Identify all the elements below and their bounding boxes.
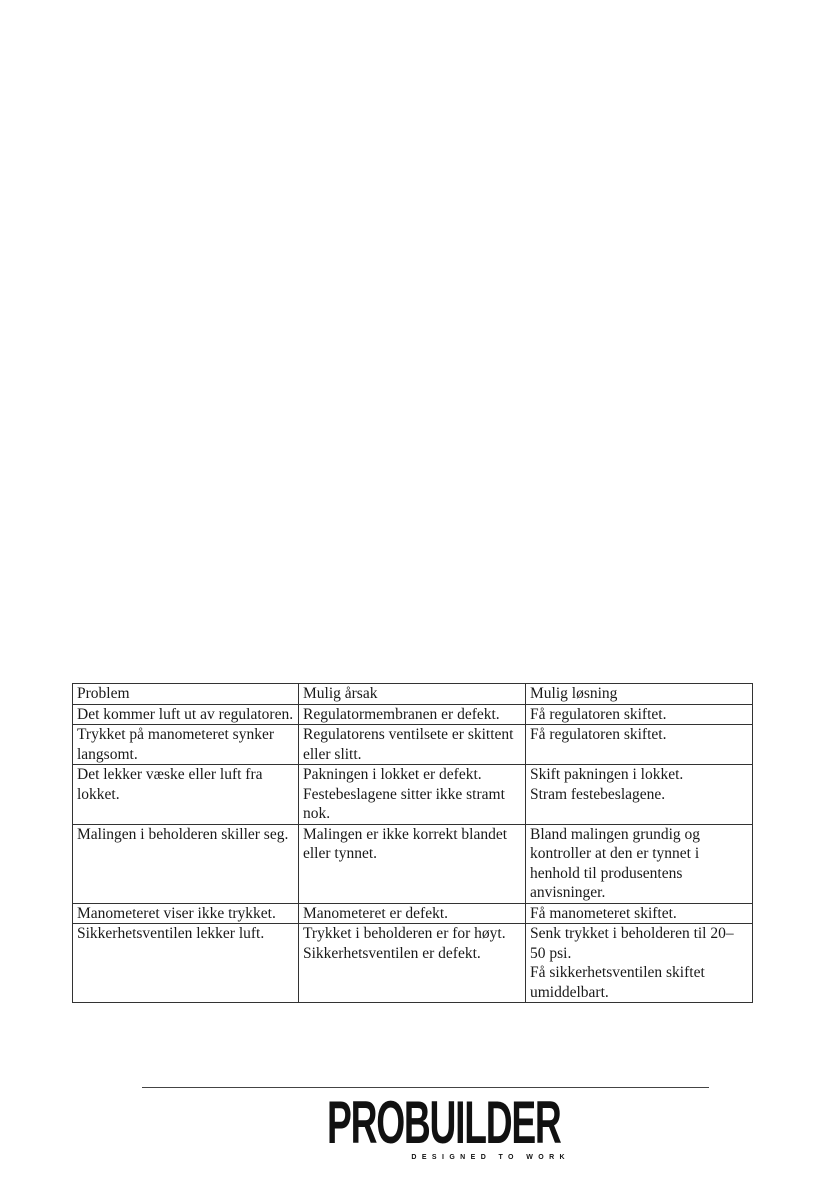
cause-cell: [299, 765, 526, 825]
brand-tagline: DESIGNED TO WORK: [411, 1154, 570, 1161]
cause-cell: [299, 924, 526, 1003]
solution-cell: [526, 765, 753, 825]
cell-text: Trykket på manometeret synker langsomt.: [77, 726, 275, 763]
cell-text: Malingen i beholderen skiller seg.: [77, 825, 289, 843]
solution-cell: [526, 924, 753, 1003]
header-cause: Mulig årsak: [299, 684, 526, 705]
cell-text: Bland malingen grundig og kontroller at den er tynnet i henhold til produsentens anvisninger.: [530, 825, 701, 901]
header-solution: Mulig løsning: [526, 684, 753, 705]
cell-text: Manometeret er defekt.: [303, 904, 449, 922]
cell-text: Få manometeret skiftet.: [530, 904, 677, 922]
problem-cell: [73, 903, 299, 924]
cell-text: Det lekker væske eller luft fra lokket.: [77, 766, 263, 803]
table-row: [73, 704, 753, 725]
solution-cell: [526, 824, 753, 903]
cell-text: Sikkerhetsventilen lekker luft.: [77, 925, 265, 942]
problem-cell: [73, 704, 299, 725]
problem-cell: [73, 725, 299, 765]
cell-text: Regulatorens ventilsete er skittent eller slitt.: [303, 726, 514, 763]
cell-text: Manometeret viser ikke trykket.: [77, 904, 276, 922]
cell-text: Få regulatoren skiftet.: [530, 705, 667, 723]
problem-cell: [73, 824, 299, 903]
brand-name: PROBUILDER: [327, 1089, 561, 1156]
cell-text: Festebeslagene sitter ikke stramt nok.: [303, 785, 505, 822]
cell-text: Senk trykket i beholderen til 20–50 psi.: [530, 925, 734, 962]
cell-text: Skift pakningen i lokket.: [530, 766, 684, 783]
cell-text: Stram festebeslagene.: [530, 785, 666, 803]
cell-text: Regulatormembranen er defekt.: [303, 705, 500, 723]
cell-text: Det kommer luft ut av regulatoren.: [77, 705, 294, 723]
table-row: [73, 903, 753, 924]
brand-logo: [270, 1089, 570, 1161]
cell-text: Få sikkerhetsventilen skiftet umiddelbart.: [530, 964, 705, 1001]
solution-cell: [526, 704, 753, 725]
cell-text: Trykket i beholderen er for høyt.: [303, 925, 506, 942]
cell-text: Sikkerhetsventilen er defekt.: [303, 944, 481, 962]
problem-cell: [73, 924, 299, 1003]
table-header-row: [73, 684, 753, 705]
table-row: [73, 765, 753, 825]
cause-cell: [299, 903, 526, 924]
solution-cell: [526, 725, 753, 765]
cell-text: Malingen er ikke korrekt blandet eller tynnet.: [303, 825, 508, 862]
troubleshooting-table: [72, 683, 753, 1003]
cause-cell: [299, 704, 526, 725]
table-row: [73, 824, 753, 903]
solution-cell: [526, 903, 753, 924]
footer-divider: [142, 1087, 709, 1088]
cause-cell: [299, 824, 526, 903]
table-row: [73, 725, 753, 765]
table-row: [73, 924, 753, 1003]
cell-text: Pakningen i lokket er defekt.: [303, 766, 482, 783]
problem-cell: [73, 765, 299, 825]
header-problem: Problem: [73, 684, 299, 705]
cause-cell: [299, 725, 526, 765]
cell-text: Få regulatoren skiftet.: [530, 726, 667, 743]
